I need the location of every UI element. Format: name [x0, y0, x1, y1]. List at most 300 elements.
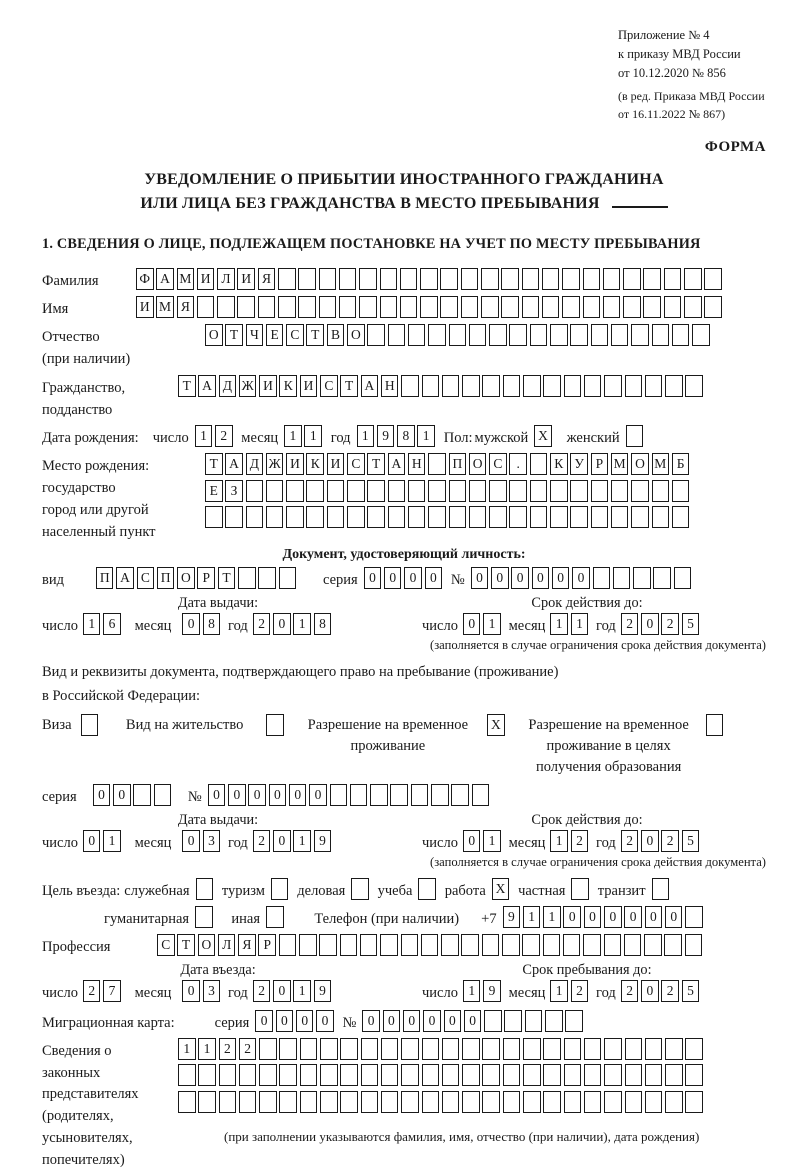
char-cell[interactable]: К: [550, 453, 568, 475]
char-cell[interactable]: [420, 268, 438, 290]
char-cell[interactable]: 0: [273, 980, 291, 1002]
char-cell[interactable]: [266, 906, 284, 928]
char-cell[interactable]: С: [320, 375, 338, 397]
char-cell[interactable]: [625, 375, 643, 397]
char-cell[interactable]: [501, 268, 519, 290]
char-cell[interactable]: 0: [269, 784, 287, 806]
char-cell[interactable]: Т: [225, 324, 243, 346]
char-cell[interactable]: 0: [511, 567, 529, 589]
char-cell[interactable]: Д: [219, 375, 237, 397]
char-cell[interactable]: [522, 296, 540, 318]
char-cell[interactable]: [584, 1038, 602, 1060]
char-cell[interactable]: [440, 296, 458, 318]
char-cell[interactable]: 1: [483, 830, 501, 852]
char-cell[interactable]: [543, 375, 561, 397]
char-cell[interactable]: 6: [103, 613, 121, 635]
char-cell[interactable]: [154, 784, 172, 806]
char-cell[interactable]: 0: [208, 784, 226, 806]
char-cell[interactable]: [359, 268, 377, 290]
char-cell[interactable]: [422, 1091, 440, 1113]
char-cell[interactable]: [279, 567, 297, 589]
char-cell[interactable]: [381, 1091, 399, 1113]
char-cell[interactable]: А: [156, 268, 174, 290]
char-cell[interactable]: 1: [523, 906, 541, 928]
char-cell[interactable]: [266, 480, 284, 502]
char-cell[interactable]: 2: [83, 980, 101, 1002]
char-cell[interactable]: 0: [182, 613, 200, 635]
char-cell[interactable]: [584, 1091, 602, 1113]
char-cell[interactable]: [504, 1010, 522, 1032]
char-cell[interactable]: [319, 296, 337, 318]
char-cell[interactable]: А: [361, 375, 379, 397]
char-cell[interactable]: Р: [197, 567, 215, 589]
char-cell[interactable]: 0: [491, 567, 509, 589]
char-cell[interactable]: [565, 1010, 583, 1032]
char-cell[interactable]: [81, 714, 99, 736]
char-cell[interactable]: [583, 934, 601, 956]
char-cell[interactable]: О: [205, 324, 223, 346]
char-cell[interactable]: [347, 506, 365, 528]
char-cell[interactable]: [645, 1091, 663, 1113]
char-cell[interactable]: [339, 268, 357, 290]
char-cell[interactable]: [178, 1091, 196, 1113]
char-cell[interactable]: [422, 1038, 440, 1060]
char-cell[interactable]: С: [286, 324, 304, 346]
char-cell[interactable]: X: [492, 878, 510, 900]
char-cell[interactable]: [306, 506, 324, 528]
char-cell[interactable]: [583, 296, 601, 318]
char-cell[interactable]: [239, 1064, 257, 1086]
char-cell[interactable]: Ж: [239, 375, 257, 397]
char-cell[interactable]: [401, 1091, 419, 1113]
char-cell[interactable]: Е: [266, 324, 284, 346]
char-cell[interactable]: [584, 1064, 602, 1086]
char-cell[interactable]: 2: [621, 830, 639, 852]
char-cell[interactable]: [482, 375, 500, 397]
char-cell[interactable]: [441, 934, 459, 956]
char-cell[interactable]: [611, 480, 629, 502]
char-cell[interactable]: [367, 506, 385, 528]
char-cell[interactable]: [278, 268, 296, 290]
char-cell[interactable]: [684, 296, 702, 318]
char-cell[interactable]: Б: [672, 453, 690, 475]
char-cell[interactable]: [564, 1091, 582, 1113]
char-cell[interactable]: 0: [641, 980, 659, 1002]
char-cell[interactable]: Е: [205, 480, 223, 502]
char-cell[interactable]: [543, 1064, 561, 1086]
char-cell[interactable]: Т: [177, 934, 195, 956]
char-cell[interactable]: [330, 784, 348, 806]
char-cell[interactable]: [300, 1064, 318, 1086]
char-cell[interactable]: [339, 296, 357, 318]
char-cell[interactable]: [570, 506, 588, 528]
char-cell[interactable]: [298, 296, 316, 318]
char-cell[interactable]: 0: [182, 980, 200, 1002]
char-cell[interactable]: [626, 425, 644, 447]
char-cell[interactable]: [706, 714, 724, 736]
char-cell[interactable]: 1: [195, 425, 213, 447]
char-cell[interactable]: [442, 1064, 460, 1086]
char-cell[interactable]: [603, 296, 621, 318]
char-cell[interactable]: [664, 934, 682, 956]
char-cell[interactable]: [563, 934, 581, 956]
char-cell[interactable]: [239, 1091, 257, 1113]
char-cell[interactable]: [672, 480, 690, 502]
char-cell[interactable]: [684, 268, 702, 290]
char-cell[interactable]: [359, 296, 377, 318]
char-cell[interactable]: [704, 296, 722, 318]
char-cell[interactable]: [570, 480, 588, 502]
char-cell[interactable]: [645, 375, 663, 397]
char-cell[interactable]: П: [449, 453, 467, 475]
char-cell[interactable]: [652, 324, 670, 346]
char-cell[interactable]: [523, 1064, 541, 1086]
char-cell[interactable]: [259, 1038, 277, 1060]
char-cell[interactable]: [530, 324, 548, 346]
char-cell[interactable]: [591, 480, 609, 502]
char-cell[interactable]: Ч: [246, 324, 264, 346]
char-cell[interactable]: 0: [463, 613, 481, 635]
char-cell[interactable]: М: [177, 268, 195, 290]
char-cell[interactable]: Д: [246, 453, 264, 475]
char-cell[interactable]: [388, 480, 406, 502]
char-cell[interactable]: [644, 934, 662, 956]
char-cell[interactable]: [550, 324, 568, 346]
char-cell[interactable]: [238, 567, 256, 589]
char-cell[interactable]: 0: [364, 567, 382, 589]
char-cell[interactable]: [603, 268, 621, 290]
char-cell[interactable]: [266, 506, 284, 528]
char-cell[interactable]: [631, 324, 649, 346]
char-cell[interactable]: [685, 906, 703, 928]
char-cell[interactable]: [462, 1064, 480, 1086]
char-cell[interactable]: 1: [550, 613, 568, 635]
char-cell[interactable]: [390, 784, 408, 806]
char-cell[interactable]: 0: [362, 1010, 380, 1032]
char-cell[interactable]: [469, 324, 487, 346]
char-cell[interactable]: [350, 784, 368, 806]
char-cell[interactable]: [418, 878, 436, 900]
char-cell[interactable]: 0: [423, 1010, 441, 1032]
char-cell[interactable]: С: [157, 934, 175, 956]
char-cell[interactable]: [319, 934, 337, 956]
char-cell[interactable]: [279, 1038, 297, 1060]
char-cell[interactable]: [562, 296, 580, 318]
char-cell[interactable]: 1: [304, 425, 322, 447]
char-cell[interactable]: Я: [258, 268, 276, 290]
char-cell[interactable]: [327, 480, 345, 502]
char-cell[interactable]: [408, 324, 426, 346]
char-cell[interactable]: [489, 480, 507, 502]
char-cell[interactable]: [523, 375, 541, 397]
char-cell[interactable]: [401, 1038, 419, 1060]
char-cell[interactable]: 0: [309, 784, 327, 806]
char-cell[interactable]: С: [137, 567, 155, 589]
char-cell[interactable]: [219, 1091, 237, 1113]
char-cell[interactable]: [300, 1038, 318, 1060]
char-cell[interactable]: И: [197, 268, 215, 290]
char-cell[interactable]: [685, 1091, 703, 1113]
char-cell[interactable]: [449, 506, 467, 528]
char-cell[interactable]: [571, 878, 589, 900]
char-cell[interactable]: Т: [340, 375, 358, 397]
char-cell[interactable]: [482, 934, 500, 956]
char-cell[interactable]: 2: [253, 613, 271, 635]
char-cell[interactable]: С: [347, 453, 365, 475]
char-cell[interactable]: 0: [563, 906, 581, 928]
char-cell[interactable]: [685, 1038, 703, 1060]
char-cell[interactable]: А: [225, 453, 243, 475]
char-cell[interactable]: [591, 506, 609, 528]
char-cell[interactable]: 0: [255, 1010, 273, 1032]
char-cell[interactable]: [198, 1091, 216, 1113]
char-cell[interactable]: [422, 375, 440, 397]
char-cell[interactable]: [361, 1091, 379, 1113]
char-cell[interactable]: [351, 878, 369, 900]
char-cell[interactable]: [197, 296, 215, 318]
char-cell[interactable]: А: [388, 453, 406, 475]
char-cell[interactable]: Т: [205, 453, 223, 475]
char-cell[interactable]: 1: [543, 906, 561, 928]
char-cell[interactable]: [665, 375, 683, 397]
char-cell[interactable]: 1: [550, 980, 568, 1002]
char-cell[interactable]: [652, 506, 670, 528]
char-cell[interactable]: [665, 1038, 683, 1060]
char-cell[interactable]: 0: [532, 567, 550, 589]
char-cell[interactable]: 0: [83, 830, 101, 852]
char-cell[interactable]: К: [306, 453, 324, 475]
char-cell[interactable]: [279, 1091, 297, 1113]
char-cell[interactable]: [246, 480, 264, 502]
char-cell[interactable]: 1: [417, 425, 435, 447]
char-cell[interactable]: С: [489, 453, 507, 475]
char-cell[interactable]: [198, 1064, 216, 1086]
char-cell[interactable]: [388, 324, 406, 346]
char-cell[interactable]: [461, 268, 479, 290]
char-cell[interactable]: [503, 375, 521, 397]
char-cell[interactable]: [347, 480, 365, 502]
char-cell[interactable]: Я: [238, 934, 256, 956]
char-cell[interactable]: П: [96, 567, 114, 589]
char-cell[interactable]: 0: [404, 567, 422, 589]
char-cell[interactable]: [469, 506, 487, 528]
char-cell[interactable]: [219, 1064, 237, 1086]
char-cell[interactable]: 0: [383, 1010, 401, 1032]
char-cell[interactable]: [462, 375, 480, 397]
char-cell[interactable]: [370, 784, 388, 806]
char-cell[interactable]: 0: [444, 1010, 462, 1032]
char-cell[interactable]: [340, 934, 358, 956]
char-cell[interactable]: [367, 324, 385, 346]
char-cell[interactable]: [469, 480, 487, 502]
char-cell[interactable]: И: [286, 453, 304, 475]
char-cell[interactable]: [420, 296, 438, 318]
char-cell[interactable]: [259, 1064, 277, 1086]
char-cell[interactable]: [258, 567, 276, 589]
char-cell[interactable]: Т: [306, 324, 324, 346]
char-cell[interactable]: [271, 878, 289, 900]
char-cell[interactable]: [462, 1038, 480, 1060]
char-cell[interactable]: [319, 268, 337, 290]
char-cell[interactable]: 8: [203, 613, 221, 635]
char-cell[interactable]: [482, 1091, 500, 1113]
char-cell[interactable]: 9: [503, 906, 521, 928]
char-cell[interactable]: [431, 784, 449, 806]
char-cell[interactable]: О: [469, 453, 487, 475]
char-cell[interactable]: [306, 480, 324, 502]
char-cell[interactable]: З: [225, 480, 243, 502]
char-cell[interactable]: [665, 1091, 683, 1113]
char-cell[interactable]: 7: [103, 980, 121, 1002]
char-cell[interactable]: 0: [182, 830, 200, 852]
char-cell[interactable]: 0: [248, 784, 266, 806]
char-cell[interactable]: К: [279, 375, 297, 397]
char-cell[interactable]: 0: [273, 830, 291, 852]
char-cell[interactable]: [562, 268, 580, 290]
char-cell[interactable]: [550, 506, 568, 528]
char-cell[interactable]: [178, 1064, 196, 1086]
char-cell[interactable]: 0: [296, 1010, 314, 1032]
char-cell[interactable]: [624, 934, 642, 956]
char-cell[interactable]: 9: [377, 425, 395, 447]
char-cell[interactable]: [613, 567, 631, 589]
char-cell[interactable]: [604, 1038, 622, 1060]
char-cell[interactable]: [525, 1010, 543, 1032]
char-cell[interactable]: Ф: [136, 268, 154, 290]
char-cell[interactable]: [442, 375, 460, 397]
char-cell[interactable]: 1: [198, 1038, 216, 1060]
char-cell[interactable]: 0: [93, 784, 111, 806]
char-cell[interactable]: 2: [253, 830, 271, 852]
char-cell[interactable]: [400, 268, 418, 290]
char-cell[interactable]: [653, 567, 671, 589]
char-cell[interactable]: 0: [552, 567, 570, 589]
char-cell[interactable]: [503, 1038, 521, 1060]
char-cell[interactable]: [442, 1091, 460, 1113]
char-cell[interactable]: 1: [463, 980, 481, 1002]
char-cell[interactable]: [367, 480, 385, 502]
char-cell[interactable]: [400, 296, 418, 318]
char-cell[interactable]: Ж: [266, 453, 284, 475]
char-cell[interactable]: 0: [604, 906, 622, 928]
char-cell[interactable]: О: [631, 453, 649, 475]
char-cell[interactable]: [428, 324, 446, 346]
char-cell[interactable]: [593, 567, 611, 589]
char-cell[interactable]: [685, 934, 703, 956]
char-cell[interactable]: 0: [641, 613, 659, 635]
char-cell[interactable]: Я: [177, 296, 195, 318]
char-cell[interactable]: 8: [314, 613, 332, 635]
char-cell[interactable]: [509, 324, 527, 346]
char-cell[interactable]: Л: [218, 934, 236, 956]
char-cell[interactable]: 5: [682, 613, 700, 635]
char-cell[interactable]: [401, 934, 419, 956]
char-cell[interactable]: М: [156, 296, 174, 318]
char-cell[interactable]: 1: [483, 613, 501, 635]
char-cell[interactable]: 0: [273, 613, 291, 635]
char-cell[interactable]: 0: [464, 1010, 482, 1032]
char-cell[interactable]: [545, 1010, 563, 1032]
char-cell[interactable]: [401, 375, 419, 397]
char-cell[interactable]: [604, 1091, 622, 1113]
char-cell[interactable]: [645, 1038, 663, 1060]
char-cell[interactable]: М: [652, 453, 670, 475]
char-cell[interactable]: [481, 296, 499, 318]
char-cell[interactable]: 2: [621, 613, 639, 635]
char-cell[interactable]: [489, 324, 507, 346]
char-cell[interactable]: 9: [483, 980, 501, 1002]
char-cell[interactable]: [428, 506, 446, 528]
char-cell[interactable]: 8: [397, 425, 415, 447]
char-cell[interactable]: [530, 506, 548, 528]
char-cell[interactable]: Н: [408, 453, 426, 475]
char-cell[interactable]: Т: [178, 375, 196, 397]
char-cell[interactable]: [320, 1064, 338, 1086]
char-cell[interactable]: [665, 1064, 683, 1086]
char-cell[interactable]: [278, 296, 296, 318]
char-cell[interactable]: 5: [682, 980, 700, 1002]
char-cell[interactable]: [509, 480, 527, 502]
char-cell[interactable]: [542, 296, 560, 318]
char-cell[interactable]: 0: [113, 784, 131, 806]
char-cell[interactable]: [503, 1064, 521, 1086]
char-cell[interactable]: Л: [217, 268, 235, 290]
char-cell[interactable]: [664, 296, 682, 318]
char-cell[interactable]: [388, 506, 406, 528]
char-cell[interactable]: [523, 1038, 541, 1060]
char-cell[interactable]: 1: [293, 613, 311, 635]
char-cell[interactable]: [449, 324, 467, 346]
char-cell[interactable]: [625, 1064, 643, 1086]
char-cell[interactable]: [643, 268, 661, 290]
char-cell[interactable]: 0: [425, 567, 443, 589]
char-cell[interactable]: 0: [584, 906, 602, 928]
char-cell[interactable]: [633, 567, 651, 589]
char-cell[interactable]: П: [157, 567, 175, 589]
char-cell[interactable]: X: [534, 425, 552, 447]
char-cell[interactable]: [542, 268, 560, 290]
char-cell[interactable]: 0: [316, 1010, 334, 1032]
char-cell[interactable]: [685, 1064, 703, 1086]
char-cell[interactable]: 0: [463, 830, 481, 852]
char-cell[interactable]: [442, 1038, 460, 1060]
char-cell[interactable]: [195, 906, 213, 928]
char-cell[interactable]: 2: [571, 830, 589, 852]
char-cell[interactable]: [286, 506, 304, 528]
char-cell[interactable]: [530, 480, 548, 502]
char-cell[interactable]: [340, 1091, 358, 1113]
char-cell[interactable]: X: [487, 714, 505, 736]
char-cell[interactable]: [266, 714, 284, 736]
char-cell[interactable]: [502, 934, 520, 956]
char-cell[interactable]: [380, 268, 398, 290]
char-cell[interactable]: У: [570, 453, 588, 475]
char-cell[interactable]: [570, 324, 588, 346]
char-cell[interactable]: В: [327, 324, 345, 346]
char-cell[interactable]: 0: [471, 567, 489, 589]
char-cell[interactable]: [320, 1038, 338, 1060]
char-cell[interactable]: [462, 1091, 480, 1113]
char-cell[interactable]: [428, 453, 446, 475]
char-cell[interactable]: [482, 1038, 500, 1060]
char-cell[interactable]: [461, 296, 479, 318]
char-cell[interactable]: 2: [661, 613, 679, 635]
char-cell[interactable]: [360, 934, 378, 956]
char-cell[interactable]: [246, 506, 264, 528]
char-cell[interactable]: [501, 296, 519, 318]
char-cell[interactable]: 0: [289, 784, 307, 806]
char-cell[interactable]: 1: [103, 830, 121, 852]
